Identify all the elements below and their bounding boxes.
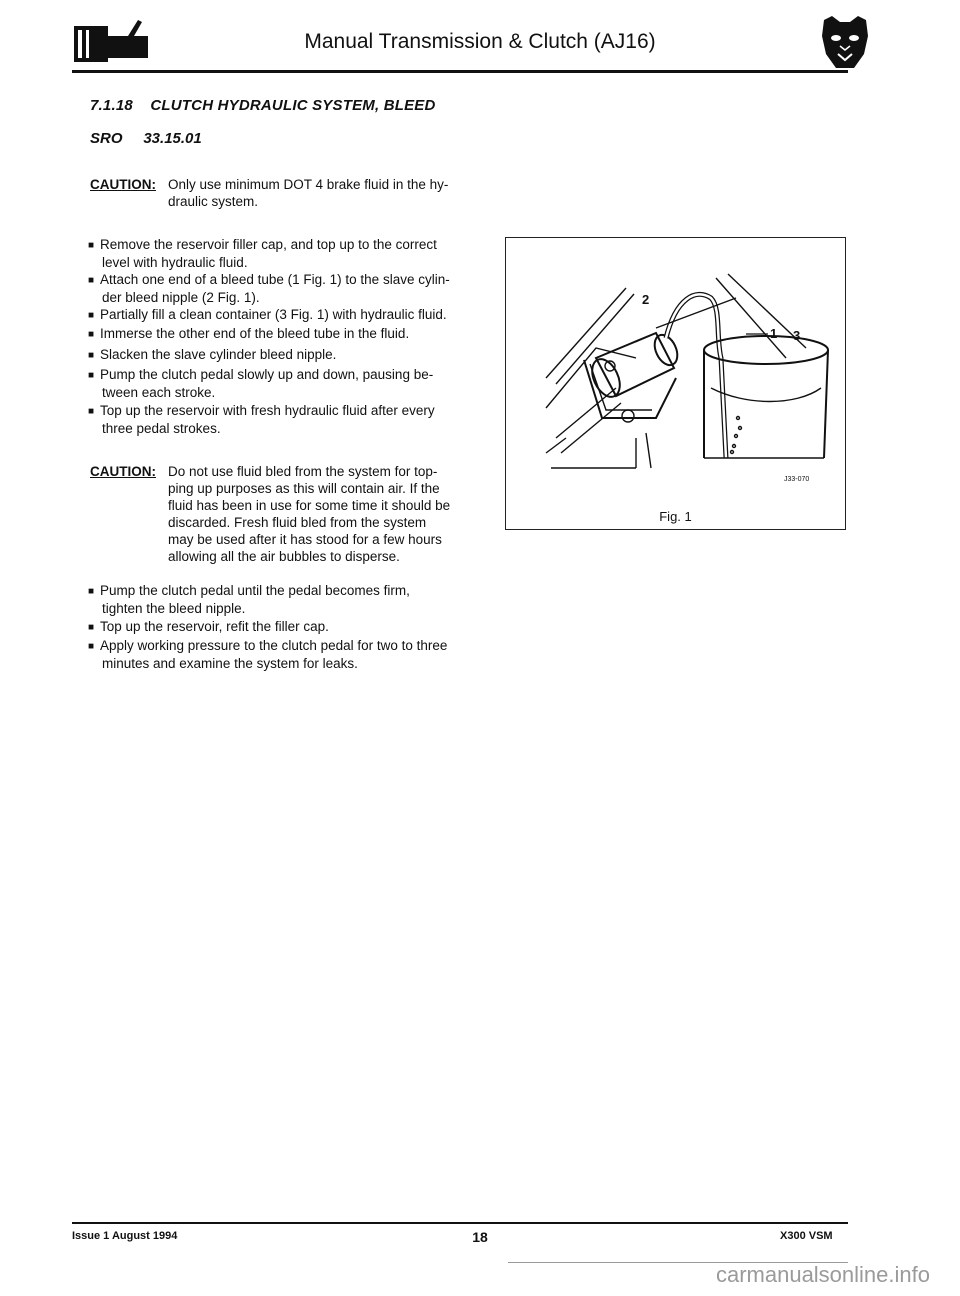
sro-number: SRO 33.15.01 bbox=[90, 130, 202, 147]
figure-reference: J33-070 bbox=[784, 476, 810, 483]
bullet-icon: ■ bbox=[88, 370, 95, 381]
list-item: ■ Top up the reservoir, refit the filler cap. bbox=[88, 619, 329, 634]
list-item: ■ Remove the reservoir filler cap, and top up to the correct level with hydraulic fluid. bbox=[88, 237, 437, 270]
callout-label: 1 bbox=[770, 326, 778, 341]
manual-code: X300 VSM bbox=[780, 1230, 833, 1242]
list-item: ■ Partially fill a clean container (3 Fig. 1) with hydraulic fluid. bbox=[88, 307, 447, 322]
bullet-icon: ■ bbox=[88, 641, 95, 652]
bullet-icon: ■ bbox=[88, 329, 95, 340]
jaguar-head-logo bbox=[818, 14, 872, 72]
section-title: 7.1.18 CLUTCH HYDRAULIC SYSTEM, BLEED bbox=[90, 97, 436, 114]
caution-text: Do not use fluid bled from the system for top- bbox=[168, 464, 438, 479]
callout-label: 2 bbox=[642, 292, 650, 307]
list-item: ■ Slacken the slave cylinder bleed nipple. bbox=[88, 347, 337, 362]
list-item: ■ Immerse the other end of the bleed tube in the fluid. bbox=[88, 326, 410, 341]
caution-text: may be used after it has stood for a few hours bbox=[168, 532, 442, 547]
caution-text: allowing all the air bubbles to disperse. bbox=[168, 549, 400, 564]
bullet-icon: ■ bbox=[88, 275, 95, 286]
bullet-icon: ■ bbox=[88, 406, 95, 417]
issue-date: Issue 1 August 1994 bbox=[72, 1230, 178, 1242]
figure-1-box bbox=[505, 237, 846, 530]
clutch-slave-cylinder-illustration bbox=[506, 238, 844, 528]
bullet-icon: ■ bbox=[88, 586, 95, 597]
figure-caption: Fig. 1 bbox=[659, 509, 692, 524]
caution-text: ping up purposes as this will contain air. If the bbox=[168, 481, 440, 496]
page-header-title: Manual Transmission & Clutch (AJ16) bbox=[304, 30, 656, 53]
callout-label: 3 bbox=[793, 328, 801, 343]
footer-divider bbox=[72, 1222, 848, 1224]
caution-text: draulic system. bbox=[168, 194, 259, 209]
header-divider bbox=[72, 70, 848, 73]
caution-note-1 bbox=[90, 176, 490, 216]
caution-text: discarded. Fresh fluid bled from the system bbox=[168, 515, 427, 530]
caution-label: CAUTION: bbox=[90, 177, 156, 192]
watermark-link[interactable]: carmanualsonline.info bbox=[715, 1262, 930, 1287]
caution-label: CAUTION: bbox=[90, 464, 156, 479]
page-number: 18 bbox=[472, 1229, 488, 1245]
list-item: ■ Apply working pressure to the clutch pedal for two to three minutes and examine the system for leaks. bbox=[88, 638, 448, 671]
caution-text: Only use minimum DOT 4 brake fluid in the hy- bbox=[168, 177, 449, 192]
caution-note-2 bbox=[90, 463, 490, 573]
list-item: ■ Pump the clutch pedal slowly up and down, pausing be- tween each stroke. bbox=[88, 367, 434, 400]
list-item: ■ Top up the reservoir with fresh hydraulic fluid after every three pedal strokes. bbox=[88, 403, 435, 436]
bullet-icon: ■ bbox=[88, 310, 95, 321]
list-item: ■ Pump the clutch pedal until the pedal becomes firm, tighten the bleed nipple. bbox=[88, 583, 410, 616]
bullet-icon: ■ bbox=[88, 240, 95, 251]
list-item: ■ Attach one end of a bleed tube (1 Fig. 1) to the slave cylin- der bleed nipple (2 Fig. 1). bbox=[88, 272, 450, 305]
bullet-icon: ■ bbox=[88, 622, 95, 633]
bullet-icon: ■ bbox=[88, 350, 95, 361]
caution-text: fluid has been in use for some time it should be bbox=[168, 498, 451, 513]
